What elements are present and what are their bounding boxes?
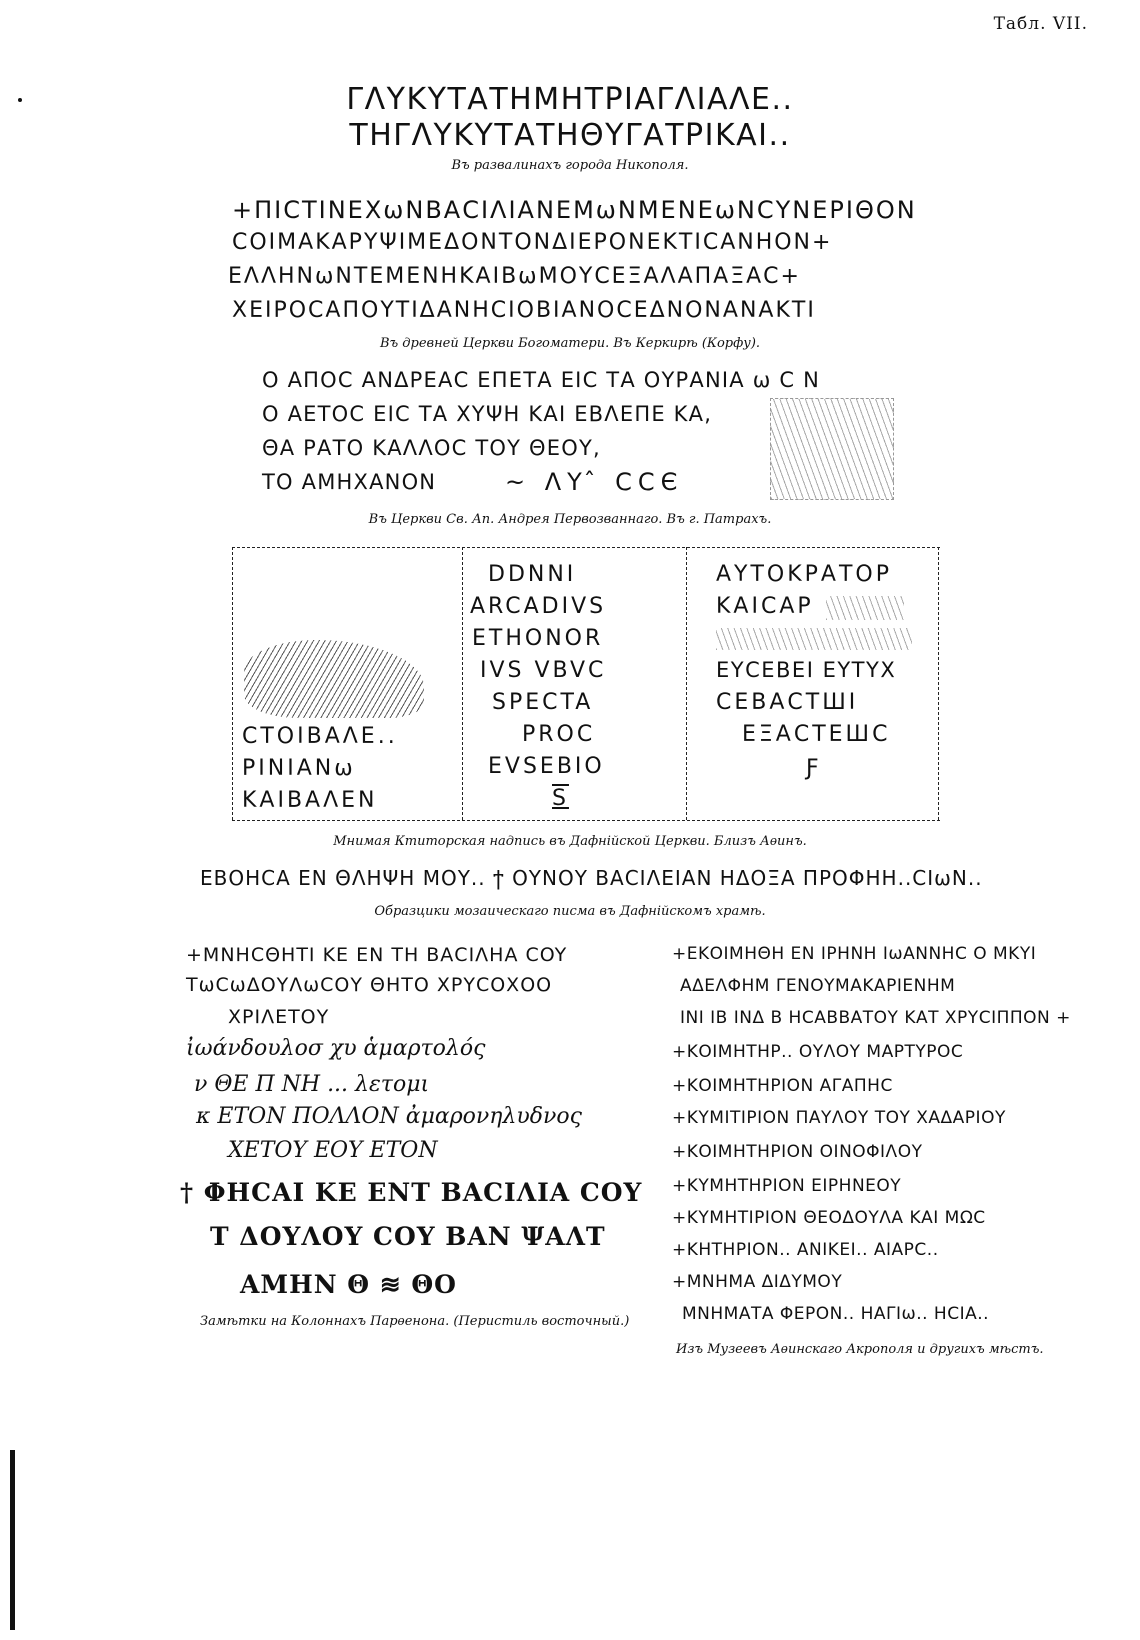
col1-line-3: ΚΑΙΒΑΛΕΝ <box>242 788 378 813</box>
kerkyra-line-2: CΟΙΜΑΚΑΡΥΨΙΜΕΔΟΝΤΟΝΔΙΕΡΟΝΕΚΤΙCΑΝΗΟΝ+ <box>232 230 833 255</box>
museum-line-3: ΙΝΙ ΙΒ ΙΝΔ Β ΗCΑΒΒΑΤΟΥ ΚΑΤ ΧΡΥCΙΠΠΟΝ + <box>680 1008 1071 1028</box>
museum-line-9: +ΚΥΜΗΤΙΡΙΟΝ ΘΕΟΔΟΥΛΑ ΚΑΙ ΜΩC <box>672 1208 986 1228</box>
kerkyra-line-4: ΧΕΙΡΟCΑΠΟΥΤΙΔΑΝΗCΙΟΒΙΑΝΟCΕΔΝΟΝΑΝΑΚΤΙ <box>232 298 816 323</box>
box-divider-2 <box>686 547 687 820</box>
museum-line-11: +ΜΝΗΜΑ ΔΙΔΥΜΟΥ <box>672 1272 843 1292</box>
col2-line-8: S <box>552 786 569 811</box>
parthenon-line-1: +ΜΝΗCΘΗΤΙ ΚΕ ΕΝ ΤΗ ΒΑCΙΛΗΑ COY <box>186 944 568 966</box>
museum-caption: Изъ Музеевъ Аѳинскаго Акрополя и другихъ мѣстъ. <box>676 1342 1044 1357</box>
col3-line-4: CΕΒΑCΤШΙ <box>716 690 859 715</box>
col2-line-6: PROC <box>522 722 596 747</box>
box-left-border <box>232 547 233 820</box>
box-bottom-border <box>232 820 940 821</box>
col2-line-2: ARCADIVS <box>470 594 607 619</box>
col3-line-6: Ƒ <box>806 756 822 781</box>
patras-damaged-fragment <box>770 398 894 500</box>
box-divider-1 <box>462 547 463 820</box>
museum-line-8: +ΚΥΜΗΤΗΡΙΟΝ ΕΙΡΗΝΕΟΥ <box>672 1176 902 1196</box>
patras-line-1: Ο ΑΠΟC ΑΝΔΡΕΑC ΕΠΕΤΑ ΕΙC ΤΑ ΟΥΡΑΝΙΑ ω C Ν <box>262 368 821 392</box>
box-top-border <box>232 547 940 548</box>
box-right-border <box>938 547 939 820</box>
col1-hatched-damage <box>244 640 424 718</box>
parthenon-line-5: ν ΘΕ Π ΝΗ ... λετομι <box>194 1072 430 1097</box>
col3-line-5: ΕΞΑCΤΕШC <box>742 722 891 747</box>
daphni-line: ΕΒΟΗCΑ ΕΝ ΘΛΗΨΗ ΜΟΥ.. ϯ ΟΥΝΟΥ ΒΑCΙΛΕΙΑΝ ΗΔΟΞΑ ΠΡΟΦΗΗ..CΙωΝ.. <box>200 866 983 890</box>
nikopol-line-2: ΤΗΓΛΥΚΥΤΑΤΗΘΥΓΑΤΡΙΚΑΙ.. <box>349 118 791 153</box>
museum-line-10: +ΚΗΤΗΡΙΟΝ.. ΑΝΙΚΕΙ.. ΑΙΑΡC.. <box>672 1240 939 1260</box>
col1-line-1: CΤΟΙΒΑΛΕ.. <box>242 724 398 749</box>
col2-line-5: SPECTA <box>492 690 594 715</box>
patras-line-3: ΘΑ ΡΑΤΟ ΚΑΛΛΟC ΤΟΥ ΘΕΟΥ, <box>262 436 601 460</box>
parthenon-bold-line-1: † ΦΗCΑΙ ΚΕ ΕΝΤ ΒΑCΙΛΙΑ COY <box>180 1178 643 1207</box>
museum-line-12: ΜΝΗΜΑΤΑ ΦΕΡΟΝ.. ΗΑΓΙω.. ΗCΙΑ.. <box>682 1304 990 1324</box>
museum-line-7: +ΚΟΙΜΗΤΗΡΙΟΝ ΟΙΝΟΦΙΛΟΥ <box>672 1142 923 1162</box>
patras-caption: Въ Церкви Св. Ап. Андрея Первозваннаго. Въ г. Патрахъ. <box>368 512 772 527</box>
col2-line-3: ETHONOR <box>472 626 604 651</box>
parthenon-bold-line-2: Τ ΔΟΥΛΟΥ CΟΥ ΒΑΝ ΨΑΛΤ <box>210 1222 606 1251</box>
parthenon-line-3: ΧΡΙΛΕΤΟΥ <box>228 1006 330 1028</box>
plate-label: Табл. VII. <box>993 14 1088 34</box>
col3-line-3: ΕΥCΕΒΕΙ ΕΥΤΥΧ <box>716 658 897 682</box>
patras-line-2: Ο ΑΕΤΟC ΕΙC ΤΑ ΧΥΨΗ ΚΑΙ ΕΒΛΕΠΕ ΚΑ, <box>262 402 713 426</box>
col1-line-2: ΡΙΝΙΑΝω <box>242 756 356 781</box>
nikopol-caption: Въ развалинахъ города Никополя. <box>451 158 689 173</box>
col3-line-1: ΑΥΤΟΚΡΑΤΟΡ <box>716 562 893 587</box>
museum-line-1: +ΕΚΟΙΜΗΘΗ ΕΝ ΙΡΗΝΗ ΙωΑΝΝΗC Ο ΜΚΥΙ <box>672 944 1037 964</box>
kerkyra-line-1: +ΠΙCΤΙΝΕΧωΝΒΑCΙΛΙΑΝΕΜωΝΜΕΝΕωΝCΥΝΕΡΙΘΟΝ <box>232 196 917 224</box>
museum-line-2: ΑΔΕΛΦΗΜ ΓΕΝΟΥΜΑΚΑΡΙΕΝΗΜ <box>680 976 956 996</box>
scan-edge-mark <box>10 1450 15 1630</box>
museum-line-5: +ΚΟΙΜΗΤΗΡΙΟΝ ΑΓΑΠΗC <box>672 1076 893 1096</box>
parthenon-line-7: ΧΕΤΟΥ ΕΟΥ ΕΤΟΝ <box>228 1138 438 1163</box>
box-caption: Мнимая Ктиторская надпись въ Дафнійской Церкви. Близъ Аѳинъ. <box>333 834 807 849</box>
museum-line-6: +ΚΥΜΙΤΙΡΙΟΝ ΠΑΥΛΟΥ ΤΟΥ ΧΑΔΑΡΙΟΥ <box>672 1108 1006 1128</box>
col3-damage-1 <box>826 596 904 620</box>
parthenon-line-6: κ ΕΤΟΝ ΠΟΛΛΟΝ ἀμαρονηλυδνος <box>196 1104 582 1129</box>
col2-line-4: IVS VBVC <box>480 658 607 683</box>
kerkyra-line-3: ΕΛΛΗΝωΝΤΕΜΕΝΗΚΑΙΒωΜΟΥCΕΞΑΛΑΠΑΞΑC+ <box>228 264 801 289</box>
parthenon-line-2: ΤωCωΔΟΥΛωCΟΥ ΘΗΤΟ ΧΡΥCΟΧΟΟ <box>186 974 553 996</box>
parthenon-caption: Замѣтки на Колоннахъ Парѳенона. (Перистиль восточный.) <box>200 1314 630 1329</box>
parthenon-bold-line-3: ΑΜΗΝ Θ ≋ ΘΟ <box>240 1270 457 1299</box>
museum-line-4: +ΚΟΙΜΗΤΗΡ.. ΟΥΛΟΥ ΜΑΡΤΥΡΟC <box>672 1042 964 1062</box>
col2-line-1: DDNNI <box>488 562 577 587</box>
col3-damage-2 <box>716 628 912 650</box>
parthenon-line-4: ἰωάνδουλοσ χυ ἁμαρτολός <box>186 1036 486 1061</box>
col3-line-2: ΚΑΙCΑΡ <box>716 594 814 619</box>
col2-line-7: EVSEBIO <box>488 754 605 779</box>
nikopol-line-1: ΓΛΥΚΥΤΑΤΗΜΗΤΡΙΑΓΛΙΑΛΕ.. <box>346 82 794 117</box>
scan-speck <box>18 98 22 102</box>
patras-line-4: ΤΟ ΑΜΗΧΑΝΟΝ <box>262 470 437 494</box>
patras-trailing-marks: ~ ΛΥ ̂ ϹϹЄ <box>505 468 684 496</box>
kerkyra-caption: Въ древней Церкви Богоматери. Въ Керкирѣ (Корфу). <box>379 336 761 351</box>
daphni-caption: Образцики мозаическаго писма въ Дафнійскомъ храмѣ. <box>374 904 766 919</box>
